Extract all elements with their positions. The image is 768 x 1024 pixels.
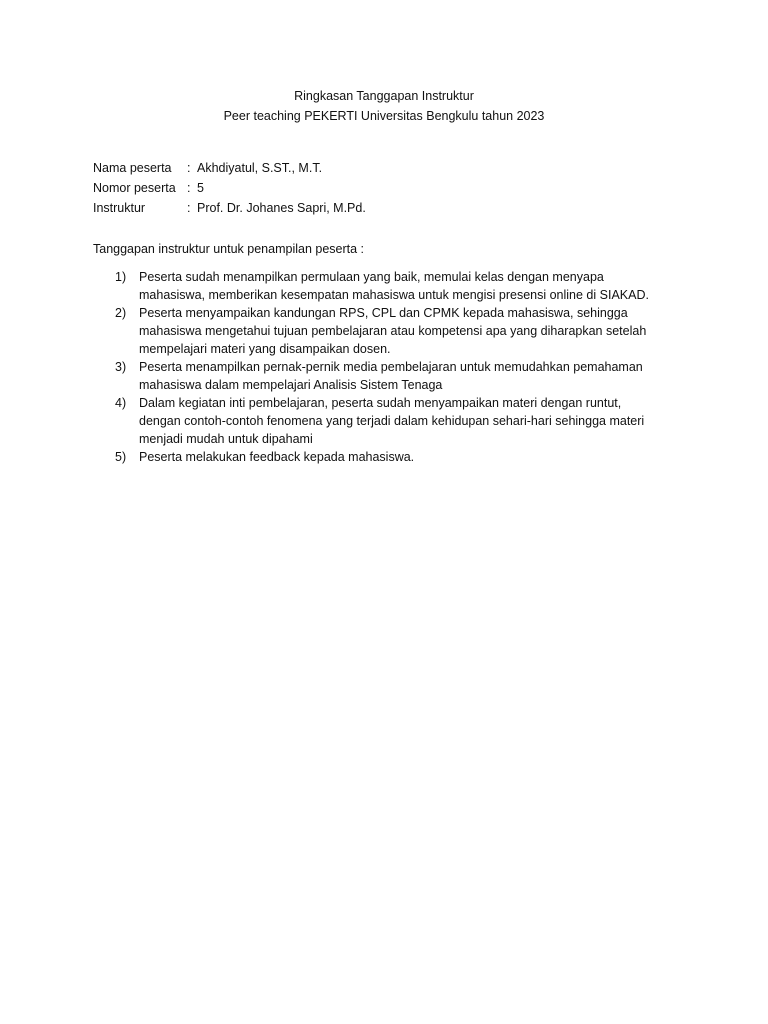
info-label: Instruktur	[93, 201, 146, 215]
info-colon: :	[187, 181, 191, 195]
info-colon: :	[187, 161, 191, 175]
list-line: dengan contoh-contoh fenomena yang terjadi dalam kehidupan sehari-hari sehingga materi	[139, 414, 645, 428]
list-line: Peserta menampilkan pernak-pernik media pembelajaran untuk memudahkan pemahaman	[139, 360, 643, 374]
list-number: 2)	[115, 306, 127, 320]
list-line: Peserta melakukan feedback kepada mahasiswa.	[139, 450, 415, 464]
participant-info	[93, 158, 366, 218]
list-item	[0, 448, 679, 466]
list-line: mahasiswa dalam mempelajari Analisis Sistem Tenaga	[139, 378, 443, 392]
list-line: mahasiswa mengetahui tujuan pembelajaran atau kompetensi apa yang diharapkan setelah	[139, 324, 647, 338]
list-line: mempelajari materi yang disampaikan dosen.	[139, 342, 391, 356]
info-value: 5	[197, 181, 204, 195]
info-colon: :	[187, 201, 191, 215]
info-row-nomor-peserta	[93, 178, 366, 198]
list-number: 5)	[115, 450, 127, 464]
list-line: Peserta sudah menampilkan permulaan yang baik, memulai kelas dengan menyapa	[139, 270, 604, 284]
list-number: 1)	[115, 270, 127, 284]
title-line-1: Ringkasan Tanggapan Instruktur	[294, 89, 474, 103]
info-value: Prof. Dr. Johanes Sapri, M.Pd.	[197, 201, 366, 215]
list-number: 3)	[115, 360, 127, 374]
list-line: Dalam kegiatan inti pembelajaran, peserta sudah menyampaikan materi dengan runtut,	[139, 396, 622, 410]
list-line: Peserta menyampaikan kandungan RPS, CPL dan CPMK kepada mahasiswa, sehingga	[139, 306, 628, 320]
list-item	[0, 268, 679, 304]
section-heading: Tanggapan instruktur untuk penampilan peserta :	[93, 242, 365, 256]
list-line: mahasiswa, memberikan kesempatan mahasiswa untuk mengisi presensi online di SIAKAD.	[139, 288, 649, 302]
list-item	[0, 304, 679, 358]
list-number: 4)	[115, 396, 127, 410]
document-title	[0, 86, 768, 126]
title-line-2: Peer teaching PEKERTI Universitas Bengkulu tahun 2023	[223, 109, 545, 123]
list-line: menjadi mudah untuk dipahami	[139, 432, 313, 446]
info-value: Akhdiyatul, S.ST., M.T.	[197, 161, 323, 175]
info-label: Nama peserta	[93, 161, 172, 175]
list-item	[0, 358, 679, 394]
list-item	[0, 394, 679, 448]
info-row-nama-peserta	[93, 158, 366, 178]
info-label: Nomor peserta	[93, 181, 176, 195]
feedback-list	[0, 268, 768, 466]
info-row-instruktur	[93, 198, 366, 218]
